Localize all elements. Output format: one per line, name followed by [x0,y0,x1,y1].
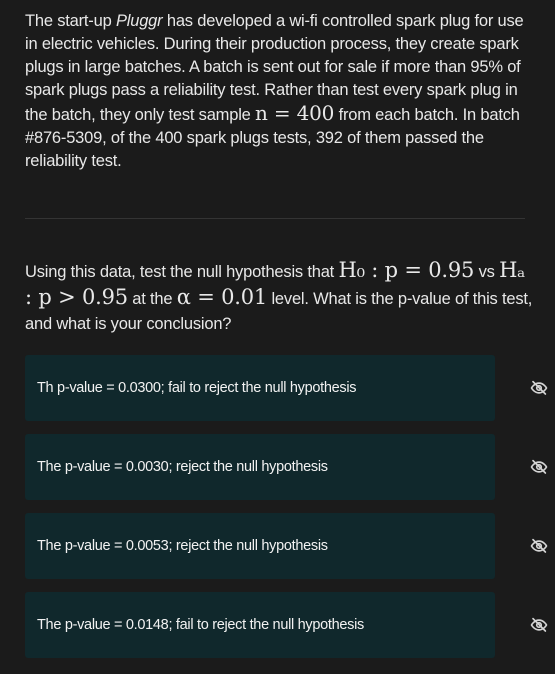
answer-option[interactable] [25,592,495,658]
math-null-hypothesis: H₀ : p = 0.95 [338,258,475,282]
prompt-part-2: vs [474,263,500,281]
answer-option-label: The p-value = 0.0053; reject the null hypothesis [37,538,328,554]
prompt-part-4: level. What is the p-value of this test, and what is your conclusion? [25,290,533,333]
answer-option-label: The p-value = 0.0148; fail to reject the null hypothesis [37,617,364,633]
answer-option-label: The p-value = 0.0030; reject the null hypothesis [37,459,328,475]
answer-options [25,355,495,671]
math-alt-hypothesis: Hₐ : p > 0.95 [25,258,526,309]
prompt-part-3: at the [127,290,177,308]
prompt-part-1: Using this data, test the null hypothesis that [25,263,339,281]
eye-slash-icon[interactable] [530,379,550,399]
divider [25,218,525,219]
question-part-3: from each batch. In batch #876-5309, of the 400 spark plugs tests, 392 of them passed the reliability test. [25,106,520,170]
answer-option[interactable] [25,513,495,579]
math-sample-size: n = 400 [255,101,335,125]
eye-slash-icon[interactable] [530,616,550,636]
question-text [25,10,530,173]
answer-option-label: Th p-value = 0.0300; fail to reject the null hypothesis [37,380,357,396]
eye-slash-icon[interactable] [530,458,550,478]
question-part-2: has developed a wi-fi controlled spark plug for use in electric vehicles. During their production process, they create spark plugs in large batches. A batch is sent out for sale if more than 95% of spark plugs pass a reliability test. Rather than test every spark plug in the batch, they only test sample [25,12,524,124]
prompt-text [25,258,535,337]
question-part-1: The start-up [25,12,116,30]
answer-option[interactable] [25,434,495,500]
eye-slash-icon[interactable] [530,537,550,557]
math-alpha: α = 0.01 [176,285,268,309]
brand-name: Pluggr [115,12,163,30]
answer-option[interactable] [25,355,495,421]
